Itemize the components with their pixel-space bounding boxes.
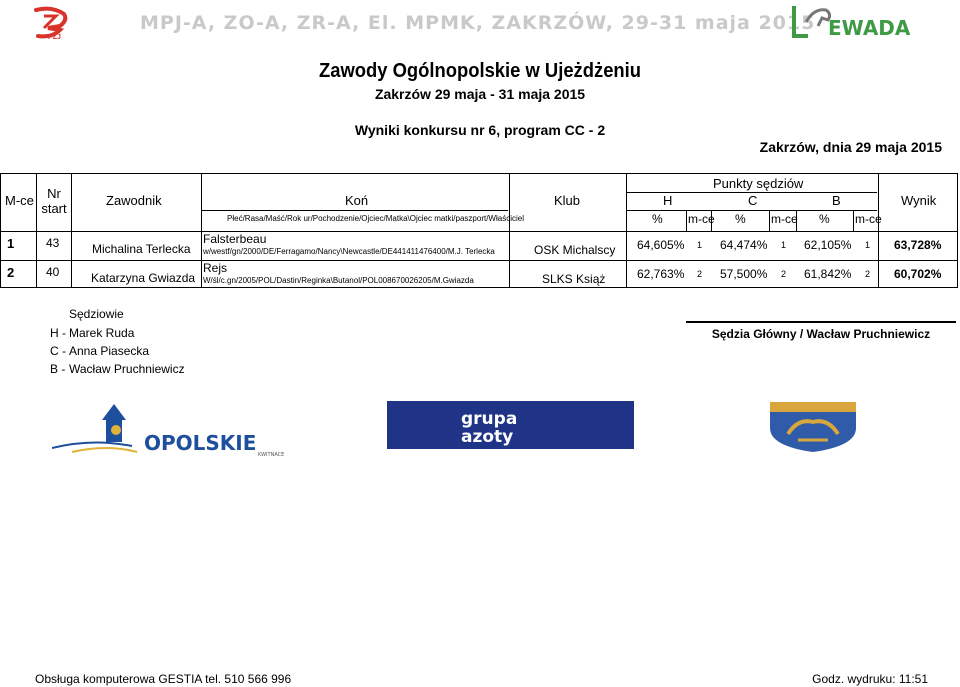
- azoty-line1: grupa: [461, 409, 518, 429]
- judge-b-name: Wacław Pruchniewicz: [69, 362, 185, 376]
- row2-h-pct: 62,763%: [637, 267, 685, 281]
- header-judge-b: B: [832, 193, 841, 208]
- header-judge-c: C: [748, 193, 758, 208]
- row1-rider: Michalina Terlecka: [92, 242, 191, 256]
- row1-c-rank: 1: [781, 240, 787, 250]
- judge-b-pos: B -: [50, 362, 66, 376]
- row2-rider: Katarzyna Gwiazda: [91, 271, 196, 285]
- row1-b-pct: 62,105%: [804, 238, 852, 252]
- judge-c-pos: C -: [50, 344, 66, 358]
- footer-operator: Obsługa komputerowa GESTIA tel. 510 566 996: [35, 672, 292, 686]
- row2-c-rank: 2: [781, 269, 787, 279]
- header-judge-h: H: [663, 193, 673, 208]
- chief-judge: Sędzia Główny / Wacław Pruchniewicz: [711, 327, 931, 341]
- coat-of-arms-icon: [768, 400, 858, 452]
- header-b-rank: m-ce: [855, 212, 882, 226]
- header-h-pct: %: [652, 212, 663, 226]
- header-banner: [0, 0, 960, 46]
- results-table: [0, 173, 958, 288]
- header-h-rank: m-ce: [688, 212, 715, 226]
- opolskie-tagline: KWITNĄCE: [258, 452, 285, 456]
- row2-horse: Rejs: [203, 261, 228, 275]
- row1-h-rank: 1: [697, 240, 703, 250]
- row2-b-rank: 2: [865, 269, 871, 279]
- row2-club: SLKS Książ: [542, 272, 606, 286]
- row2-start-no: 40: [46, 265, 60, 279]
- header-rider: Zawodnik: [106, 193, 162, 208]
- page-subtitle: Zakrzów 29 maja - 31 maja 2015: [374, 86, 586, 102]
- header-judges-points: Punkty sędziów: [713, 176, 804, 191]
- competition-title: Wyniki konkursu nr 6, program CC - 2: [354, 122, 606, 138]
- footer-print-time: Godz. wydruku: 11:51: [812, 672, 928, 686]
- row1-b-rank: 1: [865, 240, 871, 250]
- row2-b-pct: 61,842%: [804, 267, 852, 281]
- row2-result: 60,702%: [894, 267, 942, 281]
- azoty-line2: azoty: [461, 427, 514, 447]
- row1-start-no: 43: [46, 236, 60, 250]
- row2-horse-details: W/śl/c.gn/2005/POL/Dastin/Reginka\Butanol/POL008670026205/M.Gwiazda: [203, 276, 474, 285]
- banner-title: MPJ-A, ZO-A, ZR-A, El. MPMK, ZAKRZÓW, 29-31 maja 2015: [140, 12, 816, 34]
- chief-signature-line: [686, 321, 956, 323]
- header-c-pct: %: [735, 212, 746, 226]
- row1-place: 1: [7, 236, 15, 251]
- lewada-text: EWADA: [828, 16, 911, 40]
- row1-horse: Falsterbeau: [203, 232, 267, 246]
- grupa-azoty-logo-icon: [387, 401, 634, 449]
- header-b-pct: %: [819, 212, 830, 226]
- header-start-no: Nr start: [41, 186, 67, 216]
- header-place: M-ce: [5, 193, 34, 208]
- header-horse-details: Płeć/Rasa/Maść/Rok ur/Pochodzenie/Ojciec/Matka\Ojciec matki/paszport/Właściciel: [227, 214, 524, 223]
- header-c-rank: m-ce: [771, 212, 798, 226]
- pzj-label: PZJ: [48, 34, 61, 41]
- row1-c-pct: 64,474%: [720, 238, 768, 252]
- lewada-logo-icon: [792, 4, 940, 40]
- row1-club: OSK Michalscy: [534, 243, 616, 257]
- header-club: Klub: [554, 193, 581, 208]
- opolskie-logo-icon: [52, 400, 302, 456]
- row1-h-pct: 64,605%: [637, 238, 685, 252]
- header-result: Wynik: [901, 193, 937, 208]
- judge-h-pos: H -: [50, 326, 66, 340]
- header-horse: Koń: [345, 193, 369, 208]
- judges-title: Sędziowie: [69, 307, 124, 321]
- opolskie-text: OPOLSKIE: [144, 431, 257, 455]
- row1-result: 63,728%: [894, 238, 942, 252]
- row2-h-rank: 2: [697, 269, 703, 279]
- row1-horse-details: w/westf/gn/2000/DE/Ferragamo/Nancy\Newcastle/DE441411476400/M.J. Terlecka: [203, 247, 495, 256]
- judge-h-name: Marek Ruda: [69, 326, 135, 340]
- row2-c-pct: 57,500%: [720, 267, 768, 281]
- page-title: Zawody Ogólnopolskie w Ujeżdżeniu: [318, 60, 642, 82]
- place-date: Zakrzów, dnia 29 maja 2015: [759, 139, 942, 155]
- judge-c-name: Anna Piasecka: [69, 344, 150, 358]
- row2-place: 2: [7, 265, 15, 280]
